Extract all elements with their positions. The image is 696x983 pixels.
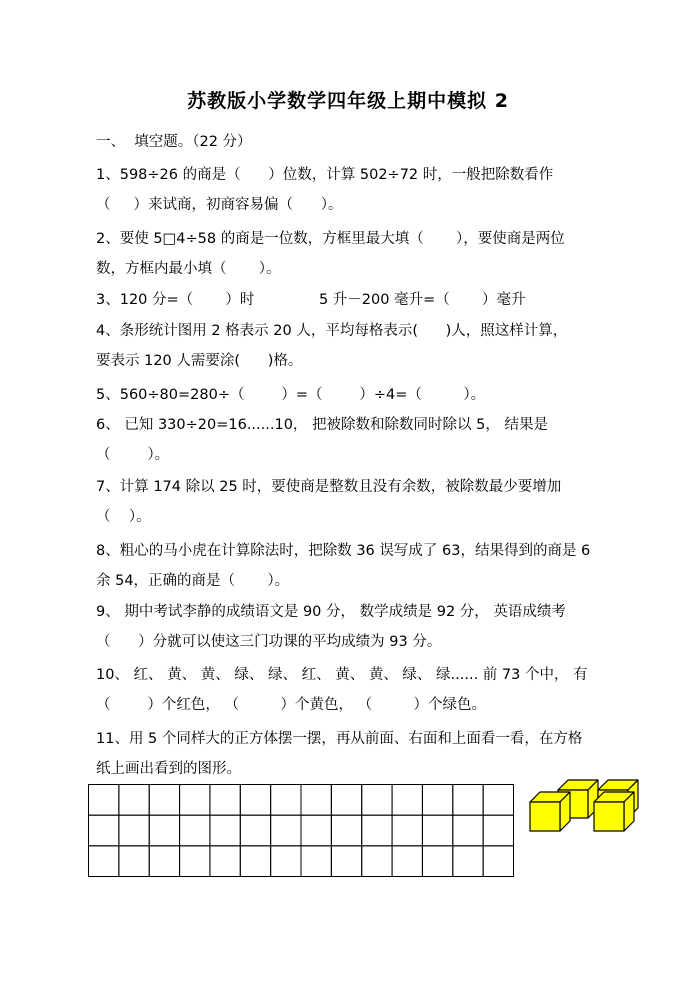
question-7-line-2: （ ）。 xyxy=(96,509,151,525)
grid-cell[interactable] xyxy=(271,846,301,877)
grid-cell[interactable] xyxy=(392,846,422,877)
grid-cell[interactable] xyxy=(331,846,361,877)
question-2-line-2: 数，方框内最小填（ ）。 xyxy=(96,261,281,277)
question-4-line-2: 要表示 120 人需要涂( )格。 xyxy=(96,353,303,369)
grid-cell[interactable] xyxy=(89,846,119,877)
grid-cell[interactable] xyxy=(392,815,422,846)
grid-cell[interactable] xyxy=(119,785,149,816)
grid-cell[interactable] xyxy=(149,815,179,846)
grid-cell[interactable] xyxy=(483,815,513,846)
grid-cell[interactable] xyxy=(422,815,452,846)
cube-front-left xyxy=(530,792,570,831)
question-6-line-1: 6、 已知 330÷20=16......10， 把被除数和除数同时除以 5， 结果是 xyxy=(96,417,548,433)
question-2-line-1: 2、要使 5□4÷58 的商是一位数，方框里最大填（ ），要使商是两位 xyxy=(96,231,565,247)
cube-front-right xyxy=(594,792,634,831)
grid-cell[interactable] xyxy=(119,846,149,877)
grid-cell[interactable] xyxy=(240,815,270,846)
question-1-line-2: （ ）来试商，初商容易偏（ ）。 xyxy=(96,197,343,213)
grid-cell[interactable] xyxy=(331,785,361,816)
question-8-line-1: 8、粗心的马小虎在计算除法时，把除数 36 误写成了 63，结果得到的商是 6 xyxy=(96,543,591,559)
grid-cell[interactable] xyxy=(331,815,361,846)
grid-cell[interactable] xyxy=(301,785,331,816)
grid-cell[interactable] xyxy=(271,815,301,846)
question-4-line-1: 4、条形统计图用 2 格表示 20 人，平均每格表示( )人，照这样计算， xyxy=(96,323,568,339)
grid-cell[interactable] xyxy=(89,815,119,846)
grid-cell[interactable] xyxy=(180,785,210,816)
grid-cell[interactable] xyxy=(210,815,240,846)
page-title: 苏教版小学数学四年级上期中模拟 2 xyxy=(187,90,509,112)
grid-cell[interactable] xyxy=(119,815,149,846)
grid-cell[interactable] xyxy=(271,785,301,816)
grid-cell[interactable] xyxy=(240,785,270,816)
grid-cell[interactable] xyxy=(453,846,483,877)
question-8-line-2: 余 54，正确的商是（ ）。 xyxy=(96,573,290,589)
grid-cell[interactable] xyxy=(149,846,179,877)
grid-cell[interactable] xyxy=(210,785,240,816)
answer-grid[interactable] xyxy=(88,784,514,877)
grid-cell[interactable] xyxy=(240,846,270,877)
grid-cell[interactable] xyxy=(362,846,392,877)
grid-cell[interactable] xyxy=(180,846,210,877)
grid-cell[interactable] xyxy=(180,815,210,846)
grid-cell[interactable] xyxy=(453,785,483,816)
question-9-line-1: 9、 期中考试李静的成绩语文是 90 分， 数学成绩是 92 分， 英语成绩考 xyxy=(96,604,566,620)
grid-cell[interactable] xyxy=(422,785,452,816)
grid-cell[interactable] xyxy=(89,785,119,816)
grid-cell[interactable] xyxy=(362,785,392,816)
question-5-line-1: 5、560÷80=280÷（ ）=（ ）÷4=（ ）。 xyxy=(96,387,486,403)
grid-cell[interactable] xyxy=(422,846,452,877)
grid-cell[interactable] xyxy=(362,815,392,846)
grid-cell[interactable] xyxy=(483,846,513,877)
question-11-line-1: 11、用 5 个同样大的正方体摆一摆，再从前面、右面和上面看一看，在方格 xyxy=(96,731,583,747)
grid-cell[interactable] xyxy=(210,846,240,877)
question-10-line-2: （ ）个红色， （ ）个黄色， （ ）个绿色。 xyxy=(96,697,487,713)
section-heading: 一、 填空题。（22 分） xyxy=(96,134,252,150)
question-10-line-1: 10、 红、 黄、 黄、 绿、 绿、 红、 黄、 黄、 绿、 绿...... 前 73 个中， 有 xyxy=(96,667,588,683)
question-1-line-1: 1、598÷26 的商是（ ）位数，计算 502÷72 时，一般把除数看作 xyxy=(96,167,554,183)
cube-figure xyxy=(528,775,646,833)
grid-cell[interactable] xyxy=(483,785,513,816)
grid-cell[interactable] xyxy=(453,815,483,846)
question-7-line-1: 7、计算 174 除以 25 时，要使商是整数且没有余数，被除数最少要增加 xyxy=(96,479,562,495)
question-6-line-2: （ ）。 xyxy=(96,447,170,463)
question-9-line-2: （ ）分就可以使这三门功课的平均成绩为 93 分。 xyxy=(96,634,442,650)
grid-cell[interactable] xyxy=(301,846,331,877)
grid-cell[interactable] xyxy=(301,815,331,846)
grid-cell[interactable] xyxy=(149,785,179,816)
question-11-line-2: 纸上画出看到的图形。 xyxy=(96,761,241,777)
grid-cell[interactable] xyxy=(392,785,422,816)
question-3-line-1: 3、120 分=（ ）时 5 升－200 毫升=（ ）毫升 xyxy=(96,292,526,308)
